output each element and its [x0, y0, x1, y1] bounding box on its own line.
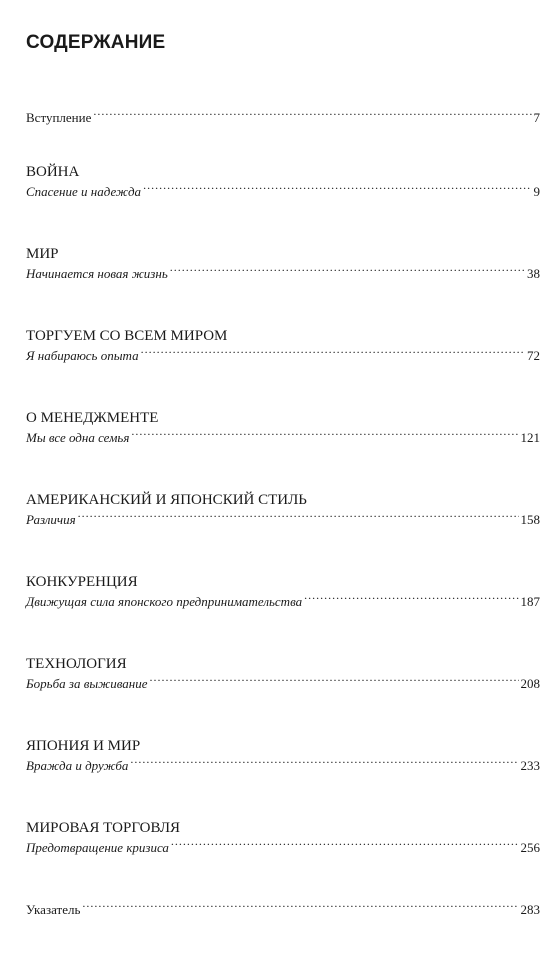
- chapter-subtitle: Мы все одна семья: [26, 430, 130, 445]
- chapter-subtitle: Различия: [26, 512, 76, 527]
- toc-line: [26, 264, 540, 282]
- table-of-contents: [26, 108, 540, 962]
- dot-leader: [171, 838, 519, 852]
- chapter-heading: АМЕРИКАНСКИЙ И ЯПОНСКИЙ СТИЛЬ: [26, 492, 307, 508]
- toc-entry-intro: [26, 108, 540, 126]
- toc-page-number: 233: [520, 758, 540, 773]
- toc-page-number: 256: [520, 840, 540, 855]
- toc-line: [26, 346, 540, 364]
- toc-entry: [26, 162, 540, 200]
- toc-page-number: 158: [520, 512, 540, 527]
- toc-label: Указатель: [26, 902, 81, 917]
- toc-entry: [26, 572, 540, 610]
- dot-leader: [131, 428, 518, 442]
- chapter-heading: ЯПОНИЯ И МИР: [26, 738, 141, 754]
- toc-line: [26, 756, 540, 774]
- toc-line: [26, 674, 540, 692]
- dot-leader: [143, 182, 531, 196]
- dot-leader: [78, 510, 519, 524]
- dot-leader: [130, 756, 518, 770]
- chapter-subtitle: Предотвращение кризиса: [26, 840, 169, 855]
- toc-entry: [26, 408, 540, 446]
- toc-label: Вступление: [26, 110, 92, 125]
- toc-entry: [26, 244, 540, 282]
- toc-page-number: 121: [520, 430, 540, 445]
- chapter-subtitle: Спасение и надежда: [26, 184, 142, 199]
- chapter-heading: ТЕХНОЛОГИЯ: [26, 656, 127, 672]
- chapter-subtitle: Движущая сила японского предпринимательства: [26, 594, 303, 609]
- toc-entry: [26, 818, 540, 856]
- chapter-heading: О МЕНЕДЖМЕНТЕ: [26, 410, 159, 426]
- toc-page-number: 208: [520, 676, 540, 691]
- chapter-subtitle: Вражда и дружба: [26, 758, 129, 773]
- toc-page-number: 9: [533, 184, 540, 199]
- toc-line: [26, 510, 540, 528]
- dot-leader: [150, 674, 519, 688]
- toc-line: [26, 428, 540, 446]
- toc-page-number: 7: [533, 110, 540, 125]
- toc-line: [26, 900, 540, 918]
- toc-line: [26, 838, 540, 856]
- toc-line: [26, 592, 540, 610]
- toc-line: [26, 182, 540, 200]
- toc-entry: [26, 736, 540, 774]
- page-title: СОДЕРЖАНИЕ: [26, 32, 166, 53]
- toc-line: [26, 108, 540, 126]
- chapter-heading: ВОЙНА: [26, 164, 80, 180]
- chapter-subtitle: Борьба за выживание: [26, 676, 148, 691]
- toc-page-number: 38: [527, 266, 540, 281]
- dot-leader: [170, 264, 525, 278]
- toc-page-number: 187: [520, 594, 540, 609]
- toc-entry-index: [26, 900, 540, 918]
- chapter-heading: МИРОВАЯ ТОРГОВЛЯ: [26, 820, 181, 836]
- toc-entry: [26, 490, 540, 528]
- toc-page-number: 72: [527, 348, 540, 363]
- dot-leader: [141, 346, 525, 360]
- toc-entry: [26, 654, 540, 692]
- dot-leader: [82, 900, 518, 914]
- toc-entry: [26, 326, 540, 364]
- chapter-subtitle: Я набираюсь опыта: [26, 348, 139, 363]
- chapter-heading: ТОРГУЕМ СО ВСЕМ МИРОМ: [26, 328, 228, 344]
- dot-leader: [304, 592, 518, 606]
- chapter-heading: КОНКУРЕНЦИЯ: [26, 574, 138, 590]
- chapter-heading: МИР: [26, 246, 59, 262]
- chapter-subtitle: Начинается новая жизнь: [26, 266, 168, 281]
- dot-leader: [93, 108, 531, 122]
- toc-page-number: 283: [520, 902, 540, 917]
